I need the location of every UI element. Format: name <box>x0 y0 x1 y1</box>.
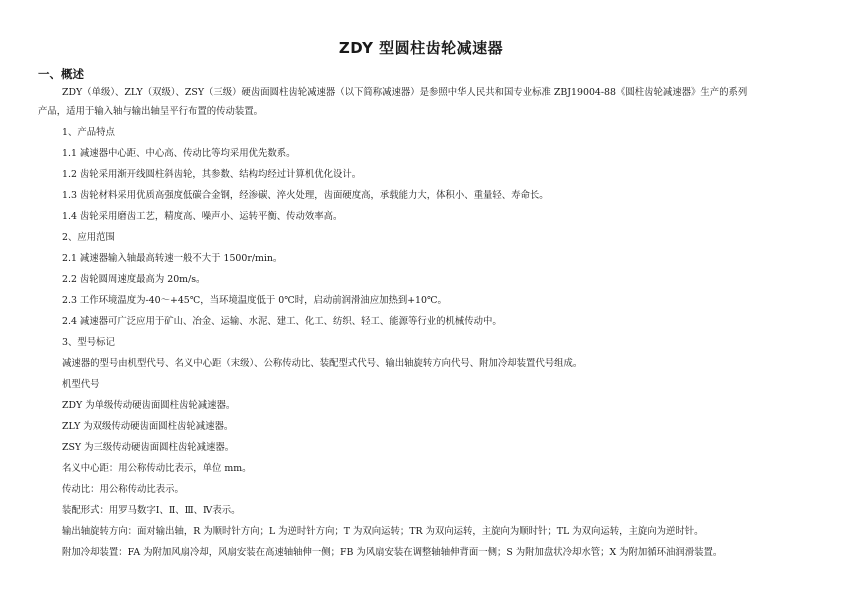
paragraph-line: 1.3 齿轮材料采用优质高强度低碳合金钢，经渗碳、淬火处理，齿面硬度高，承载能力大，体积小、重量轻、寿命长。 <box>62 190 549 201</box>
paragraph-line: 1.2 齿轮采用渐开线圆柱斜齿轮，其参数、结构均经过计算机优化设计。 <box>62 169 362 180</box>
paragraph-line: ZSY 为三级传动硬齿面圆柱齿轮减速器。 <box>62 442 235 453</box>
paragraph-line: 产品，适用于输入轴与输出轴呈平行布置的传动装置。 <box>38 106 264 117</box>
subsection-heading: 2、应用范围 <box>62 232 115 243</box>
paragraph-line: 输出轴旋转方向：面对输出轴，R 为顺时针方向；L 为逆时针方向；T 为双向运转；TR 为双向运转，主旋向为顺时针；TL 为双向运转，主旋向为逆时针。 <box>62 526 704 537</box>
paragraph-line: 名义中心距：用公称传动比表示，单位 mm。 <box>62 463 252 474</box>
paragraph-line: 附加冷却装置：FA 为附加风扇冷却，风扇安装在高速轴轴伸一侧；FB 为风扇安装在调整轴轴伸背面一侧；S 为附加盘状冷却水管；X 为附加循环油润滑装置。 <box>62 547 723 558</box>
paragraph-line: ZDY（单级）、ZLY（双级）、ZSY（三级）硬齿面圆柱齿轮减速器（以下简称减速器）是参照中华人民共和国专业标准 ZBJ19004-88《圆柱齿轮减速器》生产的系列 <box>62 87 748 98</box>
document-title: ZDY 型圆柱齿轮减速器 <box>338 39 504 57</box>
paragraph-line: 减速器的型号由机型代号、名义中心距（末级）、公称传动比、装配型式代号、输出轴旋转方向代号、附加冷却装置代号组成。 <box>62 358 583 369</box>
subsection-heading: 1、产品特点 <box>62 127 115 138</box>
paragraph-line: ZDY 为单级传动硬齿面圆柱齿轮减速器。 <box>62 400 236 411</box>
paragraph-line: 2.3 工作环境温度为-40～+45℃，当环境温度低于 0℃时，启动前润滑油应加热到+10℃。 <box>62 295 447 306</box>
paragraph-line: 2.1 减速器输入轴最高转速一般不大于 1500r/min。 <box>62 253 283 264</box>
paragraph-line: 2.4 减速器可广泛应用于矿山、冶金、运输、水泥、建工、化工、纺织、轻工、能源等行业的机械传动中。 <box>62 316 502 327</box>
paragraph-line: 1.1 减速器中心距、中心高、传动比等均采用优先数系。 <box>62 148 296 159</box>
section-heading: 一、概述 <box>38 67 84 81</box>
paragraph-line: 1.4 齿轮采用磨齿工艺，精度高、噪声小、运转平衡、传动效率高。 <box>62 211 343 222</box>
paragraph-line: 装配形式：用罗马数字Ⅰ、Ⅱ、Ⅲ、Ⅳ表示。 <box>62 505 241 516</box>
paragraph-line: ZLY 为双级传动硬齿面圆柱齿轮减速器。 <box>62 421 234 432</box>
subsection-heading: 3、型号标记 <box>62 337 115 348</box>
paragraph-line: 传动比：用公称传动比表示。 <box>62 484 184 495</box>
paragraph-line: 机型代号 <box>62 379 100 390</box>
paragraph-line: 2.2 齿轮圆周速度最高为 20m/s。 <box>62 274 206 285</box>
